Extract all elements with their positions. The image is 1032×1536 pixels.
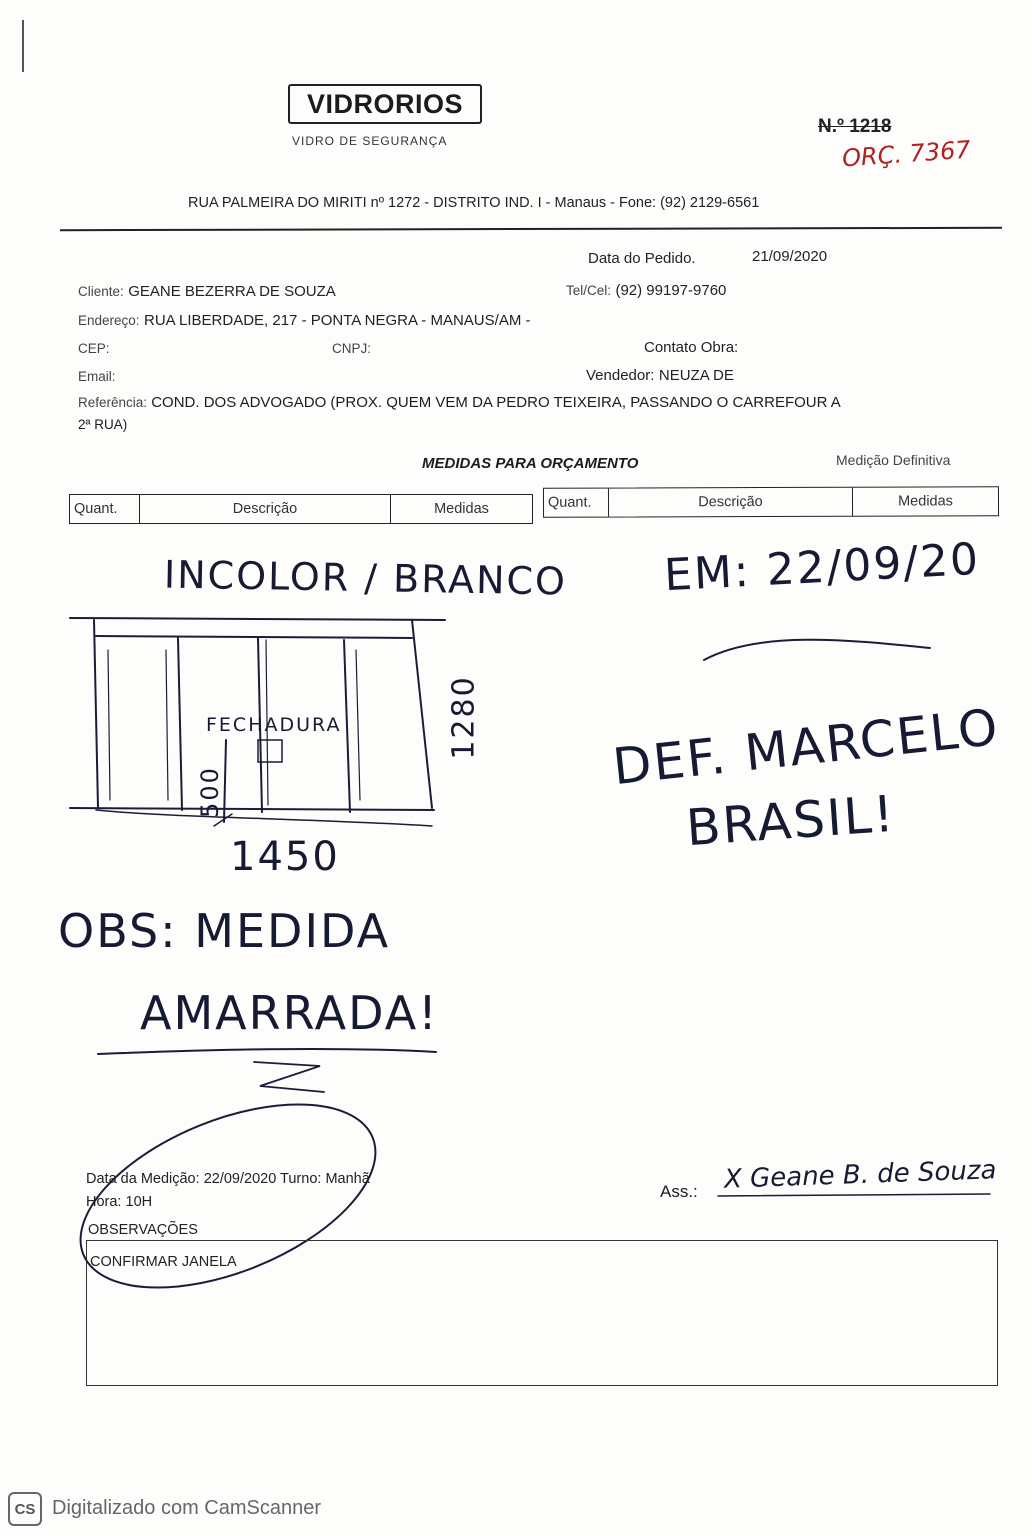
endereco-label: Endereço:: [78, 313, 140, 328]
email-label: Email:: [78, 369, 116, 384]
data-medicao-value: 22/09/2020: [203, 1171, 277, 1187]
struck-order-number: N.º 1218: [818, 116, 892, 137]
company-address: RUA PALMEIRA DO MIRITI nº 1272 - DISTRITO IND. I - Manaus - Fone: (92) 2129-6561: [188, 195, 760, 211]
col-quant: Quant.: [544, 489, 609, 517]
data-medicao-row: [86, 1171, 370, 1187]
observacoes-value: CONFIRMAR JANELA: [90, 1254, 237, 1270]
hand-em-date: EM: 22/09/20: [662, 533, 982, 602]
data-pedido-value: 21/09/2020: [752, 248, 828, 265]
contato-obra-label: Contato Obra:: [644, 339, 739, 356]
cliente-label: Cliente:: [78, 284, 124, 299]
data-medicao-label: Data da Medição:: [86, 1171, 200, 1187]
col-medidas: Medidas: [898, 493, 953, 510]
hora-label: Hora:: [86, 1194, 122, 1210]
referencia-line2: 2ª RUA): [78, 417, 128, 432]
medidas-title: MEDIDAS PARA ORÇAMENTO: [422, 455, 639, 472]
col-descricao: Descrição: [140, 495, 391, 523]
hand-fechadura: FECHADURA: [206, 714, 342, 736]
hand-def-line1: DEF. MARCELO: [610, 697, 1003, 797]
hora-row: [86, 1194, 152, 1210]
hand-dim-500: 500: [195, 766, 224, 818]
hand-dim-1280: 1280: [446, 675, 482, 760]
telcel-value: (92) 99197-9760: [615, 282, 727, 299]
camscanner-logo-icon: CS: [8, 1492, 42, 1526]
endereco-value: RUA LIBERDADE, 217 - PONTA NEGRA - MANAUS/AM -: [144, 312, 531, 329]
cliente-value: GEANE BEZERRA DE SOUZA: [128, 283, 336, 300]
hand-obs-line2: AMARRADA!: [140, 986, 439, 1040]
referencia-label: Referência:: [78, 395, 148, 410]
vendedor-label: Vendedor:: [586, 367, 655, 384]
telcel-label: Tel/Cel:: [566, 283, 612, 298]
camscanner-watermark: Digitalizado com CamScanner: [52, 1497, 322, 1519]
handwritten-quote-number: ORÇ. 7367: [841, 135, 972, 173]
hand-obs-line1: OBS: MEDIDA: [58, 904, 391, 958]
hora-value: 10H: [125, 1194, 153, 1210]
assinatura-label: Ass.:: [660, 1182, 698, 1201]
turno-value: Manhã: [325, 1171, 370, 1187]
col-medidas: Medidas: [434, 501, 489, 517]
data-pedido-label: Data do Pedido.: [588, 250, 696, 267]
cnpj-label: CNPJ:: [332, 341, 372, 356]
hand-dim-1450: 1450: [230, 834, 340, 880]
col-quant: Quant.: [70, 495, 140, 523]
cep-label: CEP:: [78, 341, 110, 356]
company-logo: VIDRORIOS: [288, 84, 482, 124]
turno-label: Turno:: [280, 1171, 322, 1187]
referencia-value: COND. DOS ADVOGADO (PROX. QUEM VEM DA PEDRO TEIXEIRA, PASSANDO O CARREFOUR A: [151, 394, 841, 411]
vendedor-value: NEUZA DE: [658, 367, 734, 384]
hand-def-line2: BRASIL!: [684, 784, 898, 858]
signature: X Geane B. de Souza: [723, 1155, 997, 1195]
col-descricao: Descrição: [609, 488, 853, 517]
logo-subtitle: VIDRO DE SEGURANÇA: [292, 134, 448, 148]
observacoes-label: OBSERVAÇÕES: [88, 1222, 198, 1238]
hand-incolor-branco: INCOLOR / BRANCO: [163, 552, 568, 604]
medicao-definitiva-tag: Medição Definitiva: [836, 452, 951, 468]
